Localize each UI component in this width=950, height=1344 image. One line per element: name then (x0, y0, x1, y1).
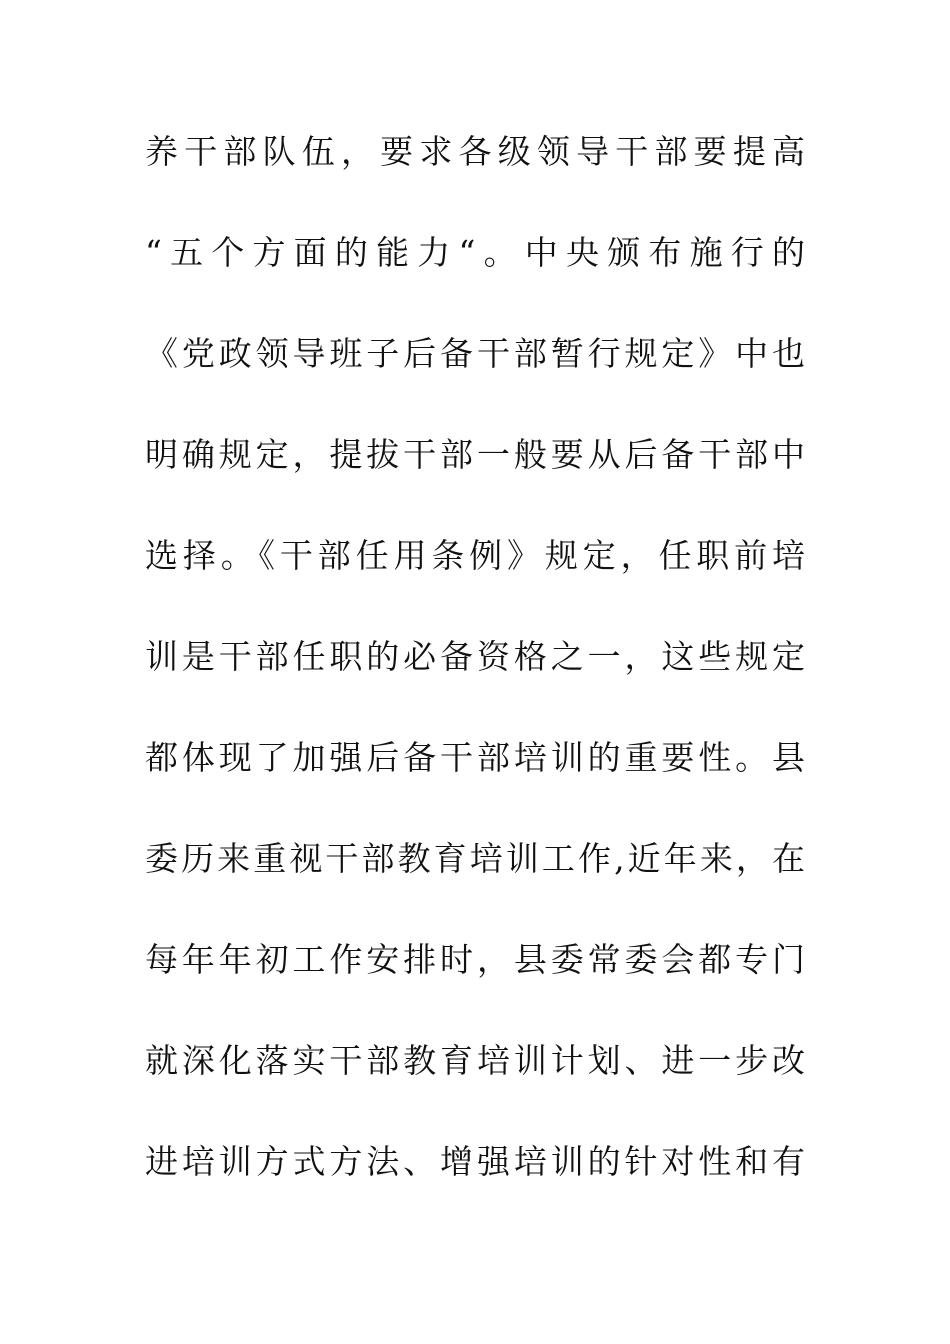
text-line: 养干部队伍，要求各级领导干部要提高 (145, 132, 805, 171)
text-line: 委历来重视干部教育培训工作,近年来，在 (145, 839, 805, 878)
body-text (145, 120, 805, 1231)
text-line: “五个方面的能力“。中央颁布施行的 (145, 233, 805, 272)
text-line: 明确规定，提拔干部一般要从后备干部中 (145, 435, 805, 474)
text-line: 就深化落实干部教育培训计划、进一步改 (145, 1041, 805, 1080)
text-line: 选择。《干部任用条例》规定，任职前培 (145, 536, 805, 575)
text-line: 每年年初工作安排时，县委常委会都专门 (145, 940, 805, 979)
text-line: 训是干部任职的必备资格之一，这些规定 (145, 637, 805, 676)
text-line: 进培训方式方法、增强培训的针对性和有 (145, 1142, 805, 1181)
text-line: 都体现了加强后备干部培训的重要性。县 (145, 738, 805, 777)
text-line: 《党政领导班子后备干部暂行规定》中也 (145, 334, 805, 373)
